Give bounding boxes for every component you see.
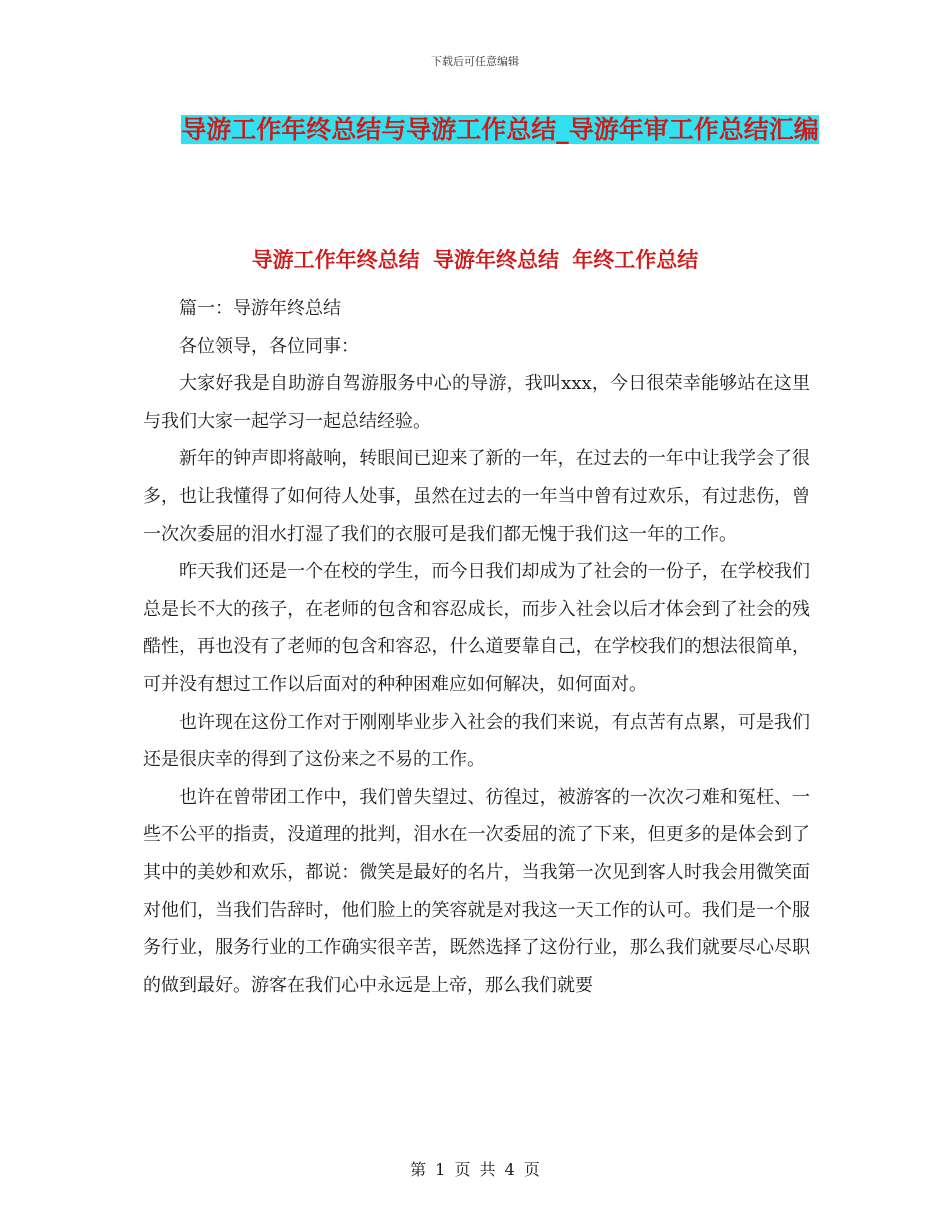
paragraph: 新年的钟声即将敲响，转眼间已迎来了新的一年，在过去的一年中让我学会了很多，也让我懂得了如何待人处事，虽然在过去的一年当中曾有过欢乐，有过悲伤，曾一次次委屈的泪水打湿了我们的衣服可是我们都无愧于我们这一年的工作。: [143, 448, 810, 545]
paragraph: 篇一：导游年终总结: [179, 298, 341, 319]
paragraph: 大家好我是自助游自驾游服务中心的导游，我叫xxx，今日很荣幸能够站在这里与我们大家一起学习一起总结经验。: [143, 373, 810, 432]
page-footer: 第 1 页 共 4 页: [410, 1160, 540, 1179]
document-body: [143, 290, 810, 1004]
paragraph: 也许现在这份工作对于刚刚毕业步入社会的我们来说，有点苦有点累，可是我们还是很庆幸的得到了这份来之不易的工作。: [143, 711, 810, 771]
document-subtitle: 导游工作年终总结 导游年终总结 年终工作总结: [251, 248, 699, 272]
title-highlight: 导游工作年终总结与导游工作总结_导游年审工作总结汇编: [181, 115, 819, 144]
paragraph: 也许在曾带团工作中，我们曾失望过、彷徨过，被游客的一次次刁难和冤枉、一些不公平的指责，没道理的批判，泪水在一次委屈的流了下来，但更多的是体会到了其中的美妙和欢乐，都说：微笑是最好的名片，当我第一次见到客人时我会用微笑面对他们，当我们告辞时，他们脸上的笑容就是对我这一天工作的认可。我们是一个服务行业，服务行业的工作确实很辛苦，既然选择了这份行业，那么我们就要尽心尽职的做到最好。游客在我们心中永远是上帝，那么我们就要: [143, 786, 810, 996]
document-title: [140, 108, 860, 152]
paragraph: 各位领导，各位同事：: [179, 335, 359, 357]
paragraph: 昨天我们还是一个在校的学生，而今日我们却成为了社会的一份子，在学校我们总是长不大的孩子，在老师的包含和容忍成长，而步入社会以后才体会到了社会的残酷性，再也没有了老师的包含和容忍，什么道要靠自己，在学校我们的想法很简单，可并没有想过工作以后面对的种种困难应如何解决，如何面对。: [143, 561, 810, 695]
header-note: 下载后可任意编辑: [431, 55, 519, 68]
